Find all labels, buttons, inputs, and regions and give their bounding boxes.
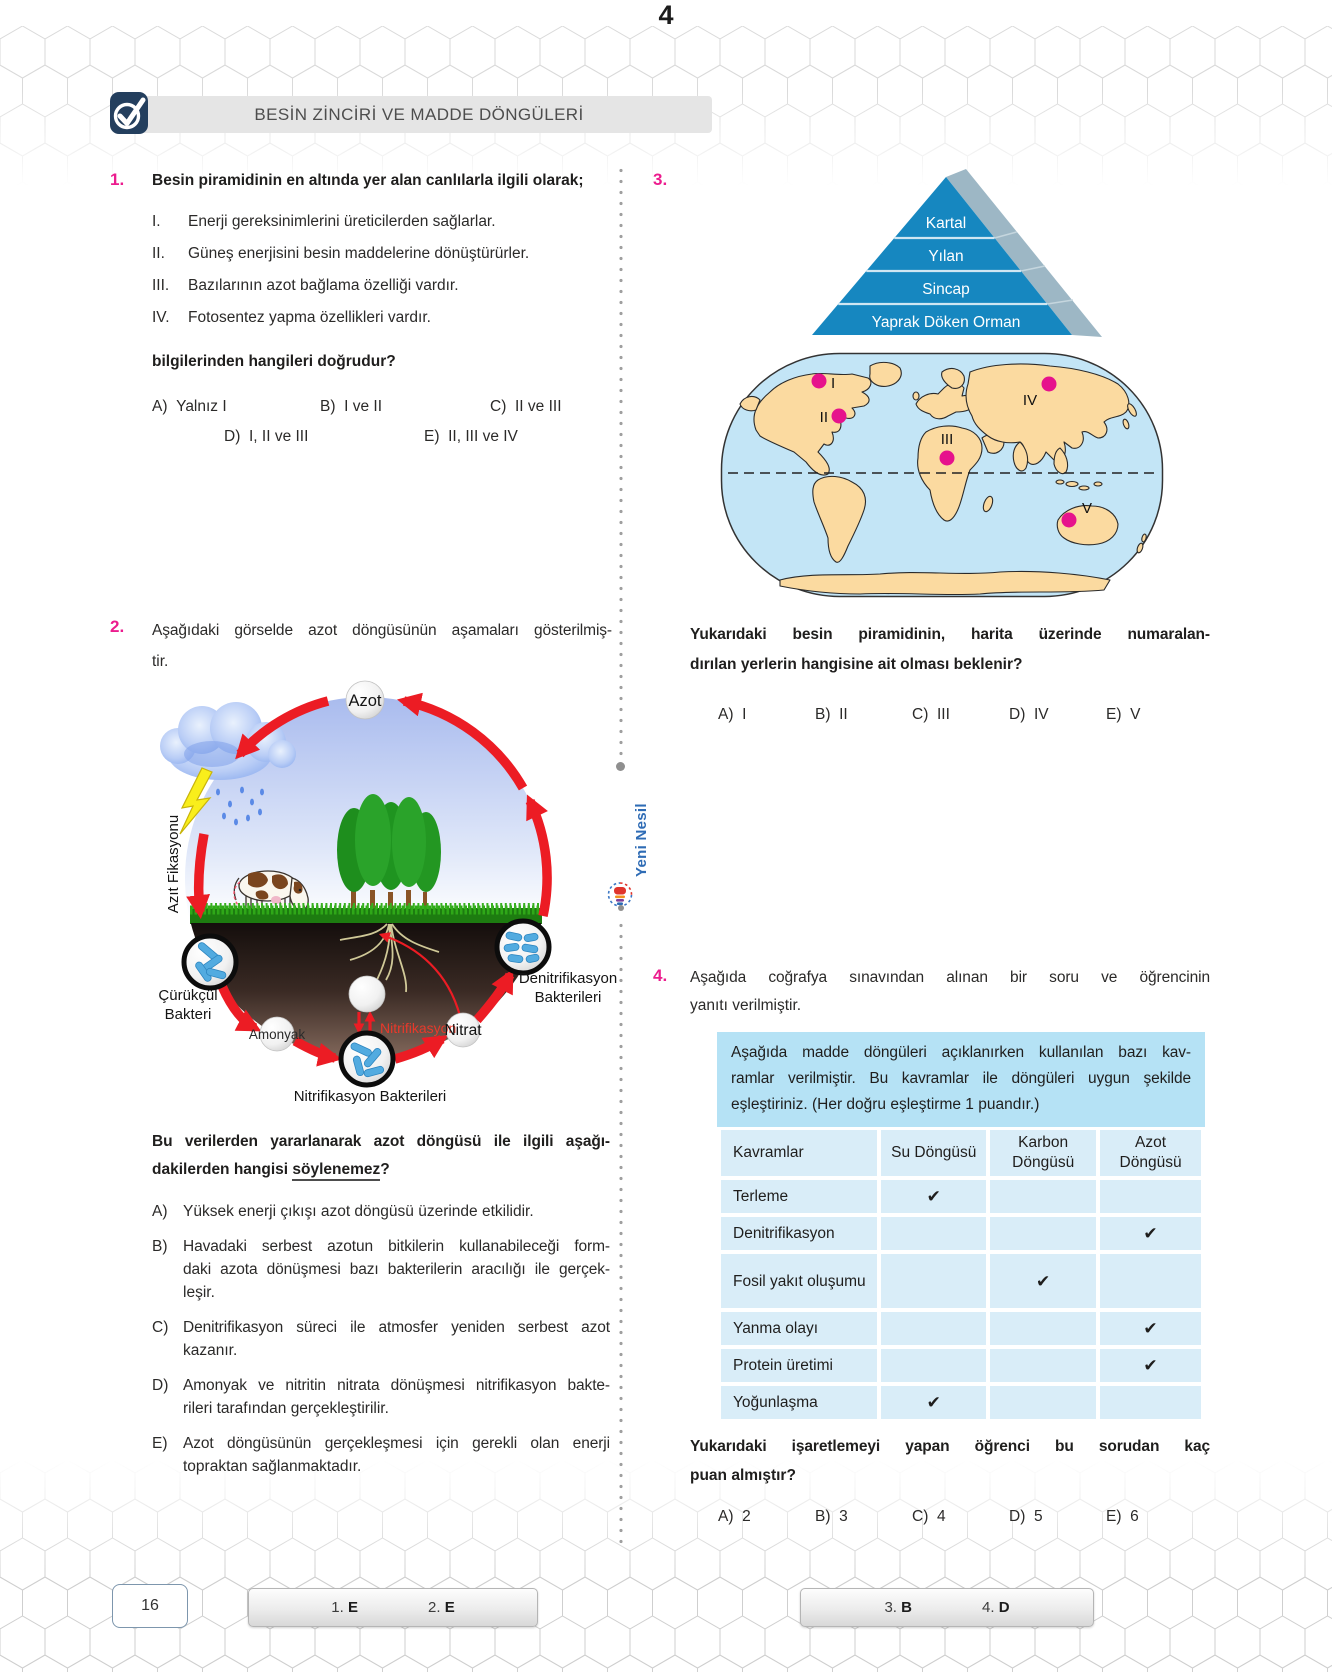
q2-option-e: E) Azot döngüsünün gerçekleşmesi için gerekli olan enerji topraktan sağlanmaktadır. [152,1435,610,1475]
col-header-water: Su Döngüsü [881,1130,986,1176]
q4-option-a: A) 2 [718,1508,751,1525]
answer-item: 3. B [884,1599,912,1616]
q3-option-e: E) V [1106,706,1141,723]
q1-item-3-text: Bazılarının azot bağlama özelliği vardır. [188,277,459,294]
table-row: Denitrifikasyon ✔ [721,1217,1201,1250]
answer-bar-left [248,1588,538,1627]
check-cell: ✔ [1100,1217,1201,1250]
check-cell: ✔ [881,1386,986,1419]
q4-option-c: C) 4 [912,1508,946,1525]
q1-item-2 [152,245,610,263]
answer-item: 1. E [331,1599,358,1616]
q1-item-3 [152,277,610,295]
amonyak-label: Amonyak [248,1027,306,1042]
q1-option-d: D) I, II ve III [224,428,309,445]
q1-item-3-roman: III. [152,277,170,294]
indonesia [1066,482,1078,487]
nitrifying-label: Nitrifikasyon Bakterileri [293,1088,447,1105]
greenland [870,362,902,386]
nitrat-label: Nitrat [444,1022,482,1039]
q3-option-d: D) IV [1009,706,1049,723]
fixation-label: Azıt Fikasyonu [165,814,182,914]
world-map [720,352,1164,599]
check-cell: ✔ [1100,1312,1201,1345]
q4-intro-line2: yanıtı verilmiştir. [690,997,802,1014]
answer-item: 4. D [982,1599,1010,1616]
chapter-header-bar [126,96,712,133]
q1-options-row2 [152,428,610,446]
q4-option-b: B) 3 [815,1508,848,1525]
q3-stem-line1: Yukarıdaki besin piramidinin, harita üzerinde numaralan- [690,626,1210,643]
alaska [740,397,760,411]
underlined-word: söylenemez [292,1161,380,1181]
denitrifying-label-1: Denitrifikasyon [518,970,618,987]
answer-bar-right [800,1588,1094,1627]
pyramid-level-1: Kartal [925,215,967,232]
q3-stem-line2: dırılan yerlerin hangisine ait olması beklenir? [690,656,1023,673]
q4-options [690,1508,1238,1526]
col-header-concepts: Kavramlar [721,1130,877,1176]
antarctica [780,571,1110,594]
q4-box-line2: ramlar verilmiştir. Bu kavramlar ile döngüleri uygun şekilde [731,1070,1191,1087]
q1-option-e: E) II, III ve IV [424,428,518,445]
col-header-carbon: Karbon Döngüsü [990,1130,1096,1176]
q1-item-1-text: Enerji gereksinimlerini üreticilerden sağlarlar. [188,213,496,230]
q1-item-2-text: Güneş enerjisini besin maddelerine dönüştürürler. [188,245,530,262]
q1-stem2: bilgilerinden hangileri doğrudur? [152,353,396,370]
check-icon [110,92,150,136]
food-pyramid [800,166,1110,343]
hexagon-pattern-bottom [0,1460,1332,1672]
q1-option-c: C) II ve III [490,398,562,415]
q3-stem [690,620,1210,680]
table-row: Protein üretimi ✔ [721,1349,1201,1382]
decomposer-label-1: Çürükçül [158,987,218,1004]
table-row: Terleme ✔ [721,1180,1201,1213]
q1-item-1 [152,213,610,231]
nitrifying-bacteria-circle [341,1033,393,1085]
q4-intro [690,964,1210,1020]
q4-stem-line1: Yukarıdaki işaretlemeyi yapan öğrenci bu sorudan kaç [690,1438,1210,1455]
q4-option-d: D) 5 [1009,1508,1043,1525]
q1-item-4 [152,309,610,327]
q2-bold-line1: Bu verilerden yararlanarak azot döngüsü ile ilgili aşağı- [152,1133,610,1150]
table-row: Yanma olayı ✔ [721,1312,1201,1345]
decomposer-label-2: Bakteri [164,1006,212,1023]
q1-option-a: A) Yalnız I [152,398,227,415]
q1-item-1-roman: I. [152,213,161,230]
page-number-box [112,1584,188,1628]
check-cell: ✔ [990,1254,1096,1308]
azot-label: Azot [348,692,382,710]
marker-label-2: II [819,409,828,426]
q3-options [690,706,1238,724]
q3-option-b: B) II [815,706,848,723]
q1-item-4-text: Fotosentez yapma özellikleri vardır. [188,309,431,326]
denitrifying-label-2: Bakterileri [534,989,602,1006]
q2-option-c: C) Denitrifikasyon süreci ile atmosfer yeniden serbest azot kazanır. [152,1319,610,1359]
q1-block [152,170,610,446]
q3-number: 3. [653,170,668,189]
q4-option-e: E) 6 [1106,1508,1139,1525]
q2-number: 2. [110,617,125,636]
check-cell: ✔ [1100,1349,1201,1382]
q2-stem-line2: tir. [152,653,169,670]
test-number: 4 [658,0,674,30]
pyramid-level-3: Sincap [922,281,970,298]
table-row: Yoğunlaşma ✔ [721,1386,1201,1419]
q2-bold-line2: dakilerden hangisi söylenemez? [152,1156,610,1184]
q4-stem-line2: puan almıştır? [690,1467,796,1484]
answer-item: 2. E [428,1599,455,1616]
british-isles [913,392,919,400]
q4-matching-table [717,1126,1205,1423]
q3-option-a: A) I [718,706,747,723]
q4-box-line1: Aşağıda madde döngüleri açıklanırken kullanılan bazı kav- [731,1044,1191,1061]
marker-label-4: IV [1022,392,1038,409]
q1-number: 1. [110,170,125,189]
decomposer-bacteria-circle [184,936,236,988]
marker-label-1: I [831,375,836,392]
table-header-row [721,1130,1201,1176]
q1-item-2-roman: II. [152,245,165,262]
page-number: 16 [141,1597,159,1614]
q2-lower-block [152,1128,610,1490]
pyramid-level-4: Yaprak Döken Orman [871,314,1021,331]
q2-option-d: D) Amonyak ve nitritin nitrata dönüşmesi nitrifikasyon bakte- rileri tarafından gerçekleştirilir. [152,1377,610,1417]
marker-label-3: III [940,431,954,448]
q4-intro-line1: Aşağıda coğrafya sınavından alınan bir soru ve öğrencinin [690,969,1210,986]
denitrifying-bacteria-circle [497,921,549,973]
q1-stem: Besin piramidinin en altında yer alan canlılarla ilgili olarak; [152,172,584,189]
brand-logo-text: Yeni Nesil [633,803,650,877]
q4-exam-question-box [717,1032,1205,1127]
q2-option-b: B) Havadaki serbest azotun bitkilerin kullanabileceği form- daki azota dönüşmesi bazı bakterilerin aracılığı ile gerçek- leşir. [152,1238,610,1301]
fixation-arrow [199,834,204,912]
marker-label-5: V [1082,500,1093,517]
nitrogen-cycle-diagram [140,642,645,1112]
nitrit-sphere [349,976,385,1012]
check-cell: ✔ [881,1180,986,1213]
q2-option-a: A) Yüksek enerji çıkışı azot döngüsü üzerinde etkilidir. [152,1203,534,1220]
q3-option-c: C) III [912,706,950,723]
pyramid-level-2: Yılan [928,248,964,265]
q1-options-row1 [152,398,610,416]
q4-stem [690,1432,1210,1490]
q1-item-4-roman: IV. [152,309,170,326]
trees-icon [337,794,441,916]
q4-box-line3: eşleştiriniz. (Her doğru eşleştirme 1 puandır.) [731,1096,1040,1113]
chapter-title: BESİN ZİNCİRİ VE MADDE DÖNGÜLERİ [254,104,584,124]
q4-number: 4. [653,966,668,985]
table-row: Fosil yakıt oluşumu ✔ [721,1254,1201,1308]
q2-stem-line1: Aşağıdaki görselde azot döngüsünün aşamaları gösterilmiş- [152,622,612,639]
q1-option-b: B) I ve II [320,398,383,415]
col-header-nitrogen: Azot Döngüsü [1100,1130,1201,1176]
nitrification-label: Nitrifikasyon [380,1020,457,1036]
